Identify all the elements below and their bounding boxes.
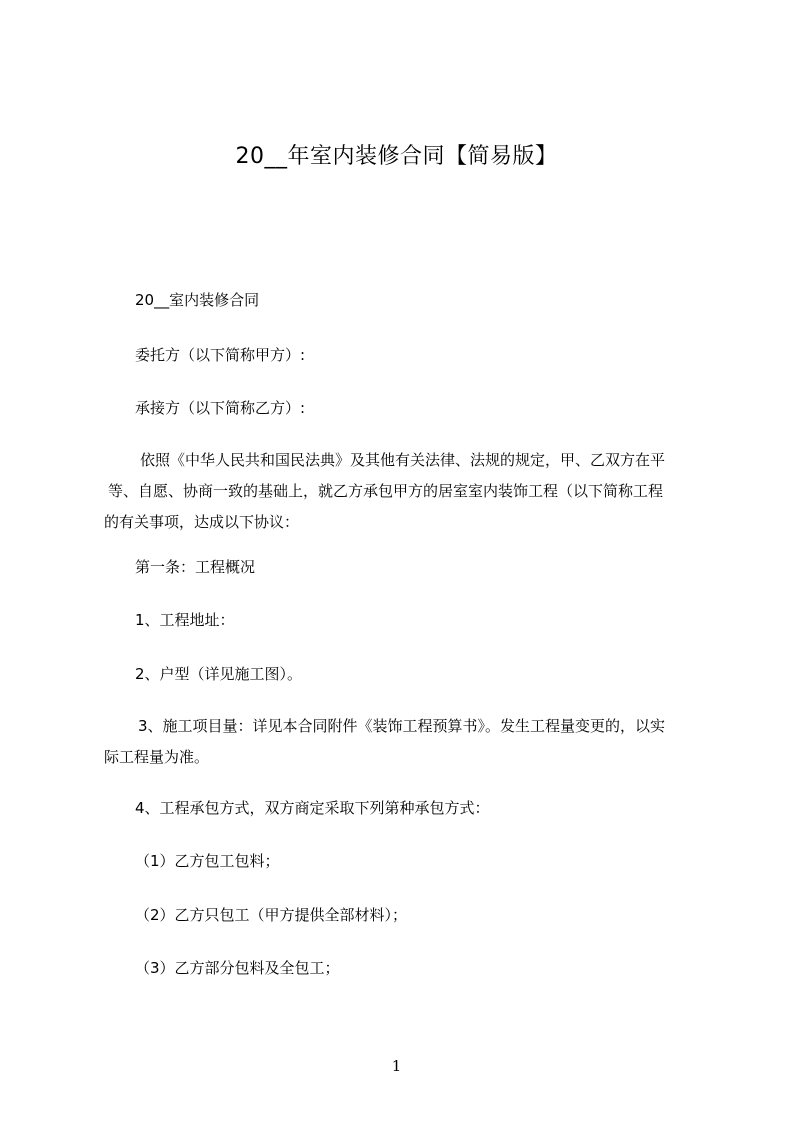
item-2-layout: 2、户型（详见施工图）。 xyxy=(135,665,303,683)
party-a-line: 委托方（以下简称甲方）: xyxy=(135,346,306,364)
intro-line-3: 的有关事项，达成以下协议： xyxy=(104,513,300,531)
item-3-line-2: 际工程量为准。 xyxy=(104,748,210,766)
contract-heading: 20__室内装修合同 xyxy=(135,291,260,309)
option-1: （1）乙方包工包料； xyxy=(135,852,280,870)
intro-line-1: 依照《中华人民共和国民法典》及其他有关法律、法规的规定，甲、乙双方在平 xyxy=(140,451,666,469)
item-3-paragraph xyxy=(104,716,704,778)
intro-paragraph xyxy=(104,450,704,543)
article-1-heading: 第一条：工程概况 xyxy=(135,558,256,576)
option-3: （3）乙方部分包料及全包工； xyxy=(135,959,340,977)
item-4-contract-method: 4、工程承包方式，双方商定采取下列第种承包方式： xyxy=(135,799,490,817)
option-2: （2）乙方只包工（甲方提供全部材料）； xyxy=(135,906,408,924)
page-number: 1 xyxy=(391,1057,402,1075)
intro-line-2: 等、自愿、协商一致的基础上，就乙方承包甲方的居室室内装饰工程（以下简称工程 xyxy=(108,482,664,500)
document-title: 20__年室内装修合同【简易版】 xyxy=(235,144,558,169)
item-1-address: 1、工程地址： xyxy=(135,611,235,629)
party-b-line: 承接方（以下简称乙方）: xyxy=(135,399,306,417)
item-3-line-1: 3、施工项目量：详见本合同附件《装饰工程预算书》。发生工程量变更的，以实 xyxy=(138,717,666,735)
